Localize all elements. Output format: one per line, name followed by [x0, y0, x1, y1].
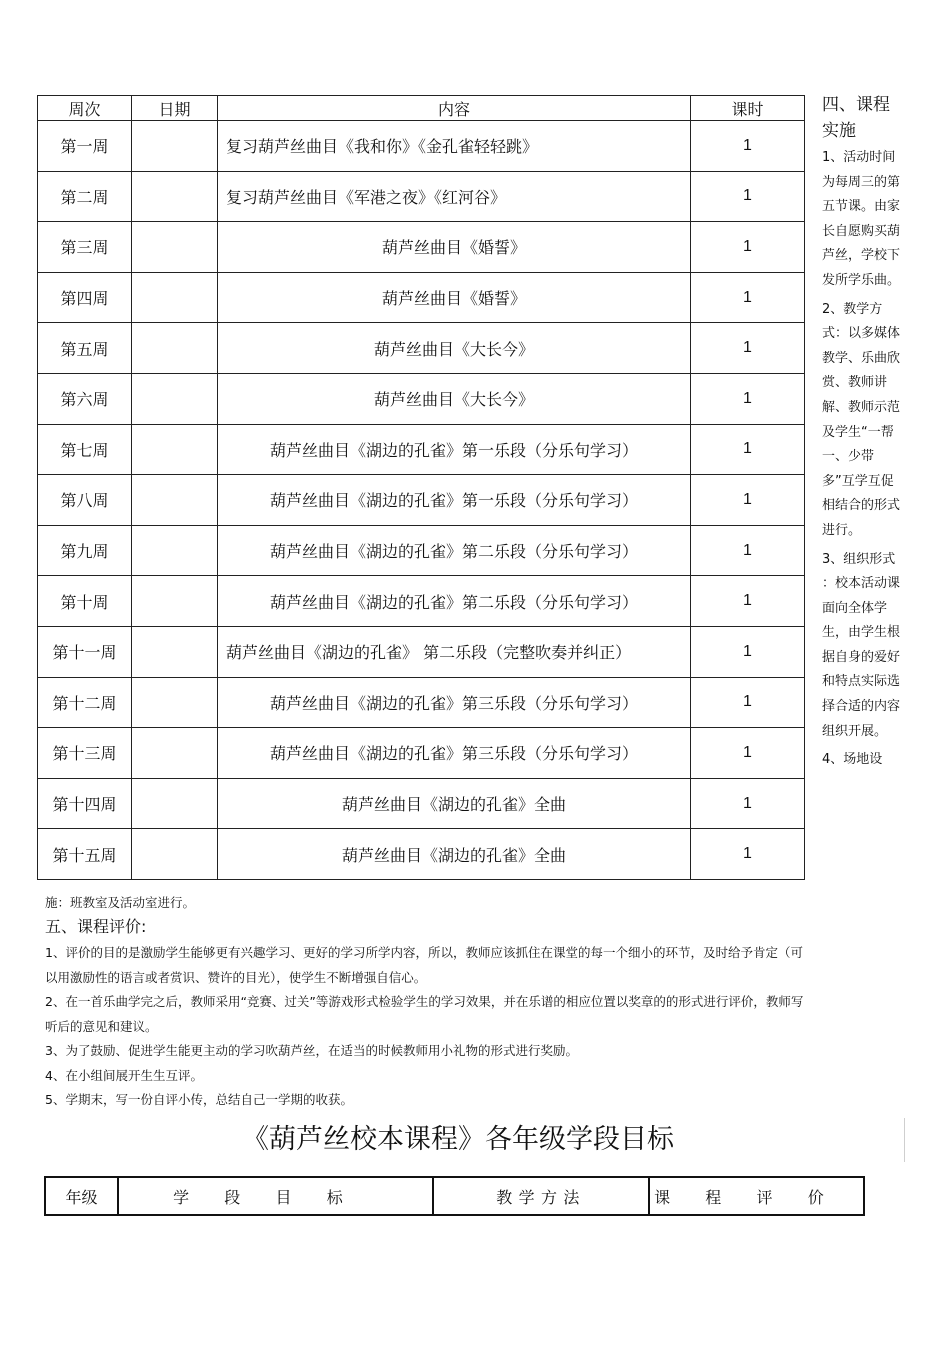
week-cell: 第六周	[38, 373, 132, 424]
date-cell	[132, 728, 218, 779]
schedule-row	[38, 576, 805, 627]
goals-header-row	[45, 1177, 864, 1215]
evaluation-item: 4、在小组间展开生生互评。	[45, 1067, 203, 1083]
week-cell: 第十一周	[38, 626, 132, 677]
content-cell: 复习葫芦丝曲目《我和你》《金孔雀轻轻跳》	[218, 121, 691, 172]
content-cell: 葫芦丝曲目《婚誓》	[218, 272, 691, 323]
week-cell: 第九周	[38, 525, 132, 576]
date-header: 日期	[132, 96, 218, 121]
content-cell: 葫芦丝曲目《婚誓》	[218, 222, 691, 273]
grade-header: 年级	[45, 1177, 118, 1215]
schedule-body	[38, 121, 805, 880]
week-cell: 第十二周	[38, 677, 132, 728]
schedule-row	[38, 272, 805, 323]
content-cell: 葫芦丝曲目《大长今》	[218, 373, 691, 424]
week-cell: 第三周	[38, 222, 132, 273]
schedule-row	[38, 475, 805, 526]
content-cell: 葫芦丝曲目《湖边的孔雀》第二乐段（分乐句学习）	[218, 525, 691, 576]
grade-goals-table	[44, 1176, 865, 1216]
date-cell	[132, 525, 218, 576]
week-cell: 第十周	[38, 576, 132, 627]
content-header: 内容	[218, 96, 691, 121]
schedule-row	[38, 728, 805, 779]
content-cell: 葫芦丝曲目《湖边的孔雀》全曲	[218, 829, 691, 880]
week-cell: 第二周	[38, 171, 132, 222]
hours-cell: 1	[691, 373, 805, 424]
schedule-row	[38, 778, 805, 829]
hours-header: 课时	[691, 96, 805, 121]
schedule-row	[38, 424, 805, 475]
date-cell	[132, 323, 218, 374]
schedule-row	[38, 626, 805, 677]
course-evaluation-header: 课程评价	[649, 1177, 864, 1215]
goals-title: 《葫芦丝校本课程》各年级学段目标	[242, 1124, 674, 1155]
hours-cell: 1	[691, 475, 805, 526]
week-cell: 第十三周	[38, 728, 132, 779]
hours-cell: 1	[691, 222, 805, 273]
content-cell: 葫芦丝曲目《大长今》	[218, 323, 691, 374]
week-cell: 第十四周	[38, 778, 132, 829]
date-cell	[132, 475, 218, 526]
course-implementation-sidebar	[822, 92, 904, 777]
hours-cell: 1	[691, 728, 805, 779]
schedule-row	[38, 121, 805, 172]
sidebar-item: 2、教学方式：以多媒体教学、乐曲欣赏、教师讲解、教师示范及学生“一帮一、少带多”互学互促相结合的形式进行。	[822, 301, 901, 538]
venue-continuation-text: 施：班教室及活动室进行。	[45, 895, 196, 910]
hours-cell: 1	[691, 121, 805, 172]
content-cell: 葫芦丝曲目《湖边的孔雀》第二乐段（分乐句学习）	[218, 576, 691, 627]
sidebar-item: 3、组织形式 ：校本活动课面向全体学生，由学生根据自身的爱好和特点实际选择合适的内容组织开展。	[822, 551, 901, 739]
sidebar-item: 1、活动时间为每周三的第五节课。由家长自愿购买葫芦丝，学校下发所学乐曲。	[822, 150, 901, 288]
schedule-header-row	[38, 96, 805, 121]
schedule-row	[38, 677, 805, 728]
hours-cell: 1	[691, 323, 805, 374]
date-cell	[132, 272, 218, 323]
content-cell: 葫芦丝曲目《湖边的孔雀》第一乐段（分乐句学习）	[218, 475, 691, 526]
hours-cell: 1	[691, 626, 805, 677]
content-cell: 葫芦丝曲目《湖边的孔雀》 第二乐段（完整吹奏并纠正）	[218, 626, 691, 677]
schedule-row	[38, 222, 805, 273]
hours-cell: 1	[691, 525, 805, 576]
hours-cell: 1	[691, 576, 805, 627]
hours-cell: 1	[691, 829, 805, 880]
date-cell	[132, 778, 218, 829]
date-cell	[132, 373, 218, 424]
date-cell	[132, 222, 218, 273]
evaluation-item: 3、为了鼓励、促进学生能更主动的学习吹葫芦丝，在适当的时候教师用小礼物的形式进行奖励。	[45, 1043, 578, 1058]
schedule-row	[38, 373, 805, 424]
date-cell	[132, 677, 218, 728]
week-cell: 第五周	[38, 323, 132, 374]
schedule-row	[38, 171, 805, 222]
schedule-row	[38, 829, 805, 880]
content-cell: 葫芦丝曲目《湖边的孔雀》第一乐段（分乐句学习）	[218, 424, 691, 475]
sidebar-heading: 四、课程实施	[822, 95, 890, 141]
hours-cell: 1	[691, 677, 805, 728]
schedule-row	[38, 323, 805, 374]
evaluation-heading: 五、课程评价:	[45, 917, 147, 936]
date-cell	[132, 121, 218, 172]
date-cell	[132, 424, 218, 475]
content-cell: 葫芦丝曲目《湖边的孔雀》全曲	[218, 778, 691, 829]
week-header: 周次	[38, 96, 132, 121]
week-cell: 第四周	[38, 272, 132, 323]
course-evaluation-section	[45, 893, 805, 1113]
schedule-row	[38, 525, 805, 576]
hours-cell: 1	[691, 424, 805, 475]
week-cell: 第八周	[38, 475, 132, 526]
date-cell	[132, 829, 218, 880]
content-cell: 复习葫芦丝曲目《军港之夜》《红河谷》	[218, 171, 691, 222]
content-cell: 葫芦丝曲目《湖边的孔雀》第三乐段（分乐句学习）	[218, 728, 691, 779]
evaluation-item: 2、在一首乐曲学完之后，教师采用“竞赛、过关”等游戏形式检验学生的学习效果，并在乐谱的相应位置以奖章的的形式进行评价，教师写听后的意见和建议。	[45, 994, 804, 1034]
week-cell: 第十五周	[38, 829, 132, 880]
week-cell: 第七周	[38, 424, 132, 475]
content-cell: 葫芦丝曲目《湖边的孔雀》第三乐段（分乐句学习）	[218, 677, 691, 728]
hours-cell: 1	[691, 171, 805, 222]
hours-cell: 1	[691, 272, 805, 323]
sidebar-item: 4、场地设	[822, 752, 883, 768]
date-cell	[132, 171, 218, 222]
weekly-schedule-table	[37, 95, 805, 880]
evaluation-item: 1、评价的目的是激励学生能够更有兴趣学习、更好的学习所学内容，所以，教师应该抓住在课堂的每一个细小的环节，及时给予肯定（可以用激励性的语言或者赏识、赞许的目光），使学生不断增强自信心。	[45, 945, 803, 985]
hours-cell: 1	[691, 778, 805, 829]
week-cell: 第一周	[38, 121, 132, 172]
date-cell	[132, 626, 218, 677]
date-cell	[132, 576, 218, 627]
teaching-method-header: 教学方法	[433, 1177, 649, 1215]
evaluation-item: 5、学期末，写一份自评小传，总结自己一学期的收获。	[45, 1092, 353, 1107]
stage-goals-header: 学段目标	[118, 1177, 433, 1215]
